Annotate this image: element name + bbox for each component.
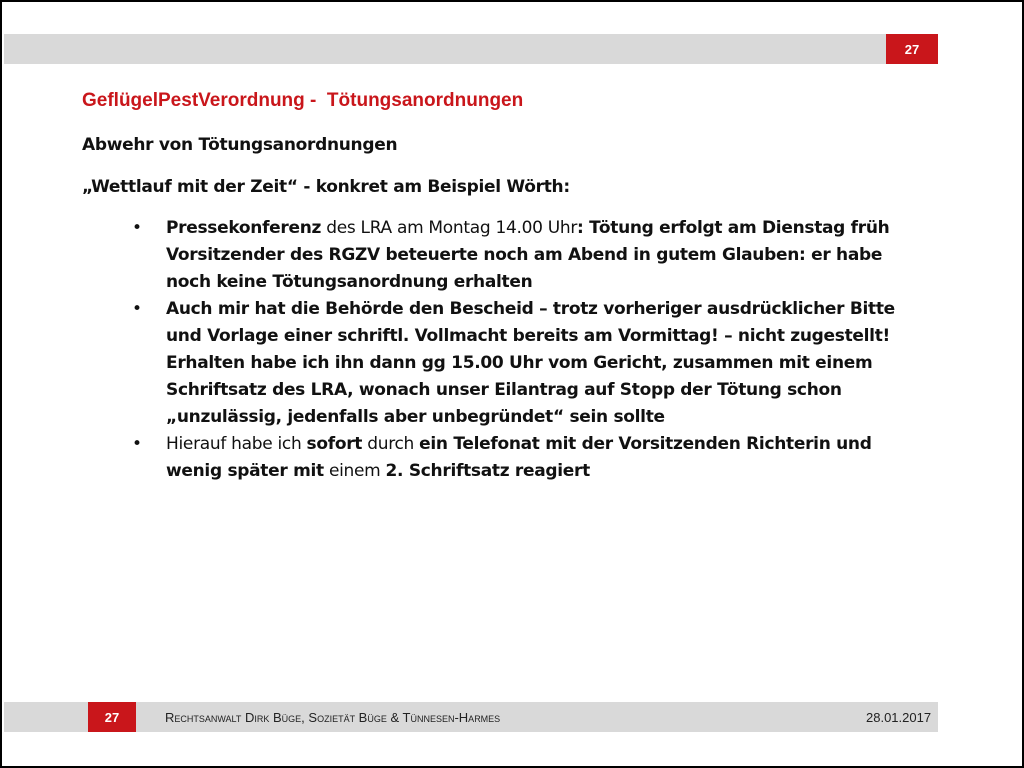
bullet-text-run: des LRA am Montag 14.00 Uhr bbox=[321, 218, 578, 238]
bullet-text-run: Pressekonferenz bbox=[166, 218, 322, 238]
bullet-text-run: sofort bbox=[306, 434, 363, 454]
bullet-icon: • bbox=[132, 299, 142, 319]
bullet-text-run: einem bbox=[323, 461, 386, 481]
footer-page-number: 27 bbox=[88, 702, 136, 732]
bullet-icon: • bbox=[132, 434, 142, 454]
header-page-number: 27 bbox=[886, 34, 938, 64]
bullet-text-run: ein Telefonat mit der Vorsitzenden Richterin und wenig später mit bbox=[166, 434, 872, 481]
bullet-text-run: Hierauf habe ich bbox=[166, 434, 307, 454]
bullet-text-run: Auch mir hat die Behörde den Bescheid – trotz vorheriger ausdrücklicher Bitte und Vorlage einer schriftl. Vollmacht bereits am Vormittag! – nicht zugestellt! Erhalten habe ich ihn dann gg 15.00 Uhr vom Gericht, zusammen mit einem Schriftsatz des LRA, wonach unser Eilantrag auf Stopp der Tötung schon „unzulässig, jedenfalls aber unbegründet“ sein sollte bbox=[166, 299, 895, 427]
footer-date: 28.01.2017 bbox=[866, 710, 932, 725]
bullet-item bbox=[130, 215, 930, 296]
bullet-text-run: 2. Schriftsatz reagiert bbox=[385, 461, 590, 481]
bullet-icon: • bbox=[132, 218, 142, 238]
bullet-item bbox=[130, 296, 930, 431]
bullet-text-run: : Tötung erfolgt am Dienstag früh Vorsitzender des RGZV beteuerte noch am Abend in gutem Glauben: er habe noch keine Tötungsanordnung erhalten bbox=[166, 218, 890, 292]
bullet-item bbox=[130, 431, 930, 485]
slide-intro: „Wettlauf mit der Zeit“ - konkret am Beispiel Wörth: bbox=[82, 177, 570, 197]
footer-author: Rechtsanwalt Dirk Büge, Sozietät Büge & Tünnesen-Harmes bbox=[165, 710, 501, 725]
bullet-list bbox=[130, 215, 930, 485]
header-bar bbox=[4, 34, 938, 64]
slide-title: GeflügelPestVerordnung - Tötungsanordnungen bbox=[82, 90, 524, 111]
bullet-text-run: durch bbox=[362, 434, 420, 454]
slide-subtitle: Abwehr von Tötungsanordnungen bbox=[82, 135, 398, 155]
